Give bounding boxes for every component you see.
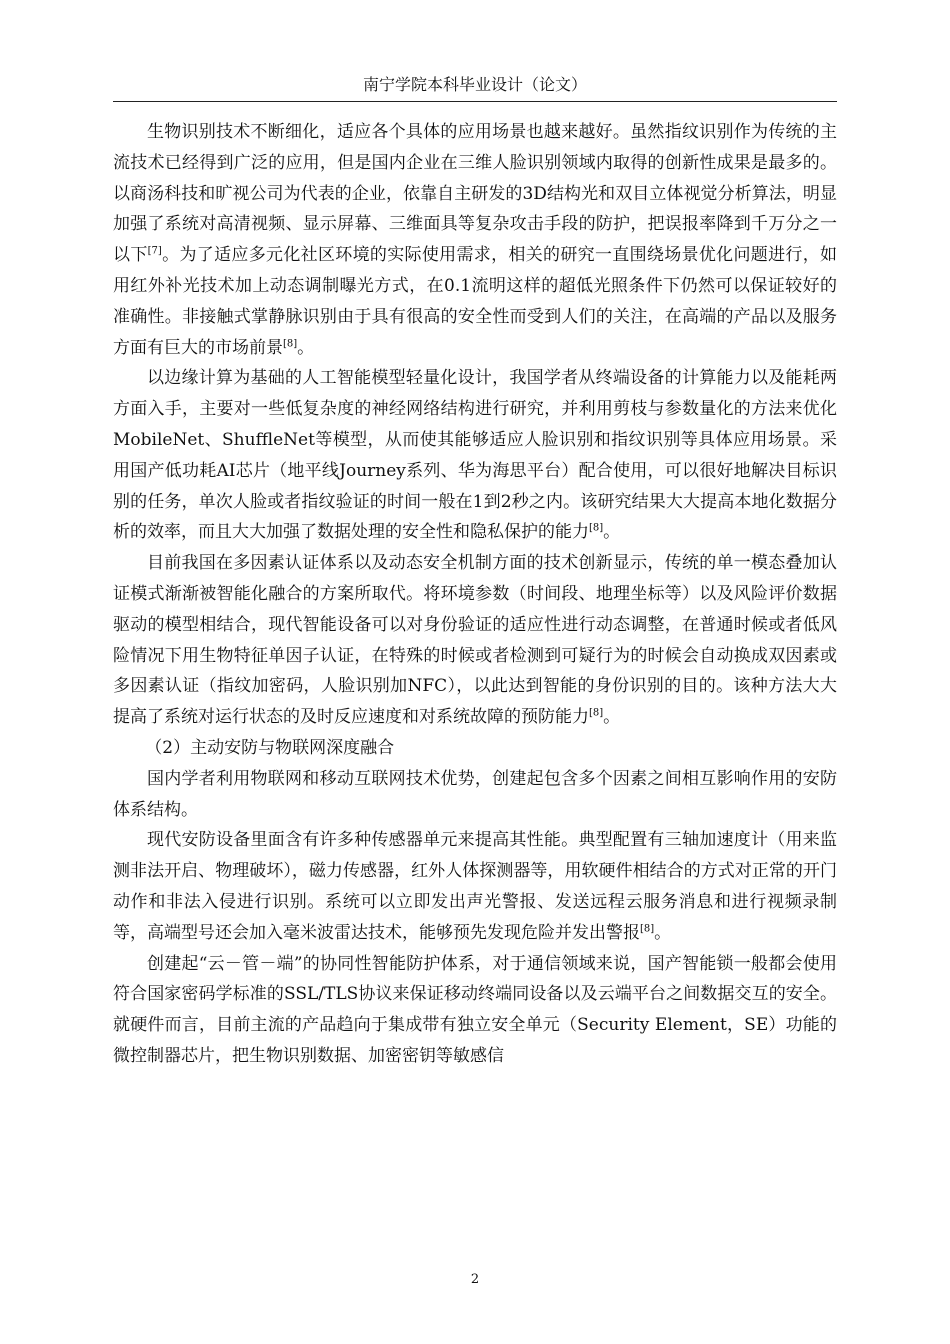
subsection-heading [113, 733, 837, 764]
paragraph-text: 。 [654, 922, 672, 943]
paragraph-multifactor [113, 548, 837, 733]
paragraph-text: 。 [603, 522, 621, 543]
paragraph-sensors [113, 825, 837, 948]
citation: [8] [640, 923, 655, 935]
paragraph-edge-ai [113, 363, 837, 548]
running-header: 南宁学院本科毕业设计（论文） [362, 75, 587, 94]
citation: [8] [589, 522, 604, 534]
paragraph-biometrics [113, 117, 837, 363]
citation: [7] [147, 245, 162, 257]
paragraph-text: 。 [297, 337, 315, 358]
document-body [113, 117, 837, 1072]
header-rule [113, 101, 837, 102]
paragraph-iot-intro [113, 764, 837, 826]
citation: [8] [283, 337, 298, 349]
paragraph-text: 生物识别技术不断细化，适应各个具体的应用场景也越来越好。虽然指纹识别作为传统的主流技术已经得到广泛的应用，但是国内企业在三维人脸识别领域内取得的创新性成果是最多的。以商汤科技和旷视公司为代表的企业，依靠自主研发的3D结构光和双目立体视觉分析算法，明显加强了系统对高清视频、显示屏幕、三维面具等复杂攻击手段的防护，把误报率降到千万分之一以下 [113, 122, 837, 266]
paragraph-text: 创建起“云－管－端”的协同性智能防护体系，对于通信领域来说，国产智能锁一般都会使用符合国家密码学标准的SSL/TLS协议来保证移动终端同设备以及云端平台之间数据交互的安全。就硬件而言，目前主流的产品趋向于集成带有独立安全单元（Security Element，SE）功能的微控制器芯片，把生物识别数据、加密密钥等敏感信 [113, 953, 837, 1066]
paragraph-text: 。 [603, 707, 621, 728]
paragraph-text: 。为了适应多元化社区环境的实际使用需求，相关的研究一直围绕场景优化问题进行，如用红外补光技术加上动态调制曝光方式，在0.1流明这样的超低光照条件下仍然可以保证较好的准确性。非接触式掌静脉识别由于具有很高的安全性而受到人们的关注，在高端的产品以及服务方面有巨大的市场前景 [113, 245, 838, 358]
subsection-title: （2）主动安防与物联网深度融合 [145, 737, 395, 758]
paragraph-text: 现代安防设备里面含有许多种传感器单元来提高其性能。典型配置有三轴加速度计（用来监测非法开启、物理破坏），磁力传感器，红外人体探测器等，用软硬件相结合的方式对正常的开门动作和非法入侵进行识别。系统可以立即发出声光警报、发送远程云服务消息和进行视频录制等，高端型号还会加入毫米波雷达技术，能够预先发现危险并发出警报 [113, 830, 837, 943]
paragraph-text: 国内学者利用物联网和移动互联网技术优势，创建起包含多个因素之间相互影响作用的安防体系结构。 [113, 768, 837, 820]
paragraph-text: 以边缘计算为基础的人工智能模型轻量化设计，我国学者从终端设备的计算能力以及能耗两方面入手，主要对一些低复杂度的神经网络结构进行研究，并利用剪枝与参数量化的方法来优化MobileNet、ShuffleNet等模型，从而使其能够适应人脸识别和指纹识别等具体应用场景。采用国产低功耗AI芯片（地平线Journey系列、华为海思平台）配合使用，可以很好地解决目标识别的任务，单次人脸或者指纹验证的时间一般在1到2秒之内。该研究结果大大提高本地化数据分析的效率，而且大大加强了数据处理的安全性和隐私保护的能力 [113, 368, 837, 543]
paragraph-cloud-pipe-end [113, 949, 837, 1072]
citation: [8] [589, 707, 604, 719]
paragraph-text: 目前我国在多因素认证体系以及动态安全机制方面的技术创新显示，传统的单一模态叠加认证模式渐渐被智能化融合的方案所取代。将环境参数（时间段、地理坐标等）以及风险评价数据驱动的模型相结合，现代智能设备可以对身份验证的适应性进行动态调整，在普通时候或者低风险情况下用生物特征单因子认证，在特殊的时候或者检测到可疑行为的时候会自动换成双因素或多因素认证（指纹加密码，人脸识别加NFC），以此达到智能的身份识别的目的。该种方法大大提高了系统对运行状态的及时反应速度和对系统故障的预防能力 [113, 553, 837, 728]
page-number: 2 [470, 1272, 480, 1287]
